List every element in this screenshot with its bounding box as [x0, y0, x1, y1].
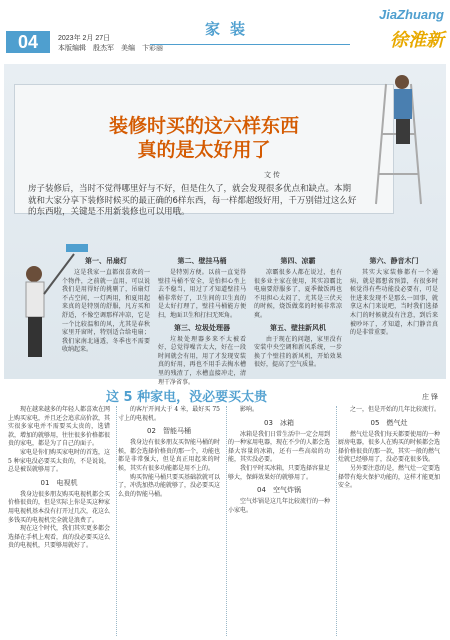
- headline-line-2: 真的是太好用了: [137, 139, 271, 161]
- article2-column-3: [228, 406, 330, 515]
- body-text: 我们平时买冰箱，只要选择容量足够大，保鲜效果好的就够用了。: [228, 464, 331, 481]
- body-text: 空气炸锅是这几年比较流行的一种小家电。: [228, 498, 331, 514]
- body-text: 燃气灶是我们每天都要使用的一种厨房电器，很多人在购买的时候都会选择价格很贵的那一款，其实一般的燃气灶就已经够用了，没必要花很多钱。: [338, 430, 441, 464]
- column-1: [62, 254, 150, 355]
- section-divider: [150, 44, 350, 45]
- subhead-fresh-air: 第五、壁挂新风机: [270, 323, 326, 332]
- subhead-wall-toilet: 第二、壁挂马桶: [177, 257, 227, 265]
- body-text: 家电是你们购买家电时的首选，这 5 种家电没必要买太贵的，不是说说，总是被误就够用了。: [8, 448, 111, 474]
- body-text: 现在越来越多的年轻人都喜欢在网上购买家电，并且还会追求高价款，其实很多家电并不需要买太贵的，选错款，增加的就够用，往往很多价格都很贵的家电，都是为了自己的面子。: [8, 406, 111, 448]
- article2-headline: 这 5 种家电，没必要买太贵: [106, 390, 268, 405]
- column-text: 是特别方便。以前一直觉得壁挂马桶不安全，是怕担心坐上去不稳当，用过了才知道壁挂马桶非常好了，卫生间的卫生真的是太好打理了，壁挂马桶能方便扫，地面卫生和打扫无死角。: [158, 269, 246, 319]
- issue-date: 2023年 2月 27日: [58, 35, 111, 42]
- article2-columns: [8, 406, 444, 636]
- body-text: 我身边很多朋友购买电视机都会买价格很贵的，但是实际上你是买这种家用电视机基本没有打开过几次，花这么多钱买的电视机完全就是浪费了。: [8, 490, 111, 524]
- subhead-cooling-fan: 第四、凉霸: [280, 257, 316, 265]
- article2-author: 庄 锋: [422, 394, 438, 401]
- page-header: [0, 0, 450, 62]
- column-text: 凉霸很多人都在说过，也有很多业主家在使用，其实凉霸比电扇要舒服多了，夏季做饭再也不用担心太闷了，尤其是三伏天的时候，烧饭做菜的时候非常凉爽。: [254, 269, 342, 319]
- subhead-air-fryer: 04 空气炸锅: [257, 486, 301, 495]
- column-text: 垃圾处理器多来不太被看好，总觉得噪音太大，好在一段时间就会有用，用了才发现安装真的好用，再也不用手去掏水槽里的残渣了，水槽直接冲走，清理干净省事。: [158, 335, 246, 386]
- body-text: 影响。: [240, 406, 259, 413]
- subhead-silent-door: 第六、静音木门: [369, 257, 419, 265]
- article2-column-1: [8, 406, 110, 551]
- column-4: [350, 254, 438, 338]
- subhead-tv: 01 电视机: [40, 478, 78, 487]
- article-intro: 房子装修后，当时不觉得哪里好与不好，但是住久了，就会发现很多优点和缺点。本期就和大家分享下装修时候买的最正确的6样东西，每一样都超级好用，千万别错过这么好的东西啦，关键是不用新装修也可以用哦。: [28, 184, 357, 217]
- column-2: [158, 254, 246, 387]
- body-text: 现在这个时代，我们其实更多都会选择在手机上观看，真的没必要买这么贵的电视机，只要够用就好了。: [8, 525, 111, 550]
- painter-on-ladder-illustration: [366, 64, 436, 204]
- article-headline: [64, 114, 344, 162]
- column-text: 这是我家一直都很喜欢的一个物件，之前就一直用，可以说我们是用得好的挑剔了，吊扇灯不占空间，一灯两用，和夏用起来真的是特别的舒服，凡方买和舒适，不像空调那样冲凉，它是一个比较温和的风，尤其是春秋家里开窗时，特别适合给电扇；我们家南北通透，冬季也不需要收纳起来。: [62, 269, 150, 354]
- body-text: 我身边有很多朋友买智能马桶的时候，都会选择价格贵的那一个，功能也都是非常强大，但是真正用起来的时候，其实有很多功能都是用不上的。: [118, 439, 221, 472]
- body-text: 冰箱是我们日常生活中一定会用到的一种家用电器，现在不少的人都会选择大容量的冰箱，还有一些高端的功能，其实没必要。: [228, 430, 331, 464]
- column-text: 其实大家装修都有一个通病，就是都想省预算，有很多时候觉得有些功能没必要有，可是住进来发现不是那么一回事，就拿这木门来说吧，当时我们选择木门的时候就没有注意，到后来被吵坏了，才知道，木门静音真的是非常重要。: [350, 269, 438, 337]
- body-text: 另外要注意的是，燃气灶一定要选择带有熄火保护功能的，这样才能更加安全。: [338, 464, 441, 490]
- subhead-fridge: 03 冰箱: [264, 418, 294, 427]
- article2-column-2: [118, 406, 220, 499]
- editors-line: 本版编辑 殷杰军 美编 卞彩丽: [58, 45, 163, 52]
- subhead-ceiling-fan-light: 第一、吊扇灯: [85, 257, 127, 265]
- section-pinyin: JiaZhuang: [378, 7, 444, 22]
- headline-line-1: 装修时买的这六样东西: [108, 115, 299, 137]
- section-title: 家装: [204, 20, 255, 38]
- article2-column-4: [338, 406, 440, 491]
- feature-article: [4, 64, 446, 386]
- subhead-gas-stove: 05 燃气灶: [370, 418, 408, 427]
- subhead-garbage-disposer: 第三、垃圾处理器: [174, 323, 230, 332]
- article-author: 文 传: [264, 172, 280, 179]
- column-text: 由于现在的问题，家里没有安装中央空调和新风系统，一步换了个壁挂的新风机，开始效果很好，提高了空气质量。: [254, 335, 342, 369]
- body-text: 的客厅开间大于 4 米，最好买 75 寸上的电视机。: [118, 406, 220, 422]
- column-3: [254, 254, 342, 370]
- feature-columns: [12, 254, 438, 386]
- subhead-smart-toilet: 02 智能马桶: [147, 427, 191, 436]
- body-text: 之一，但是开始的几年比较流行。: [350, 406, 441, 413]
- body-text: 购买智能马桶只要买基础款就可以了，冲洗加热功能就够了，没必要买这么贵的智能马桶。: [118, 473, 221, 498]
- page-number: 04: [6, 31, 50, 53]
- newspaper-logo: 徐淮新: [390, 30, 444, 51]
